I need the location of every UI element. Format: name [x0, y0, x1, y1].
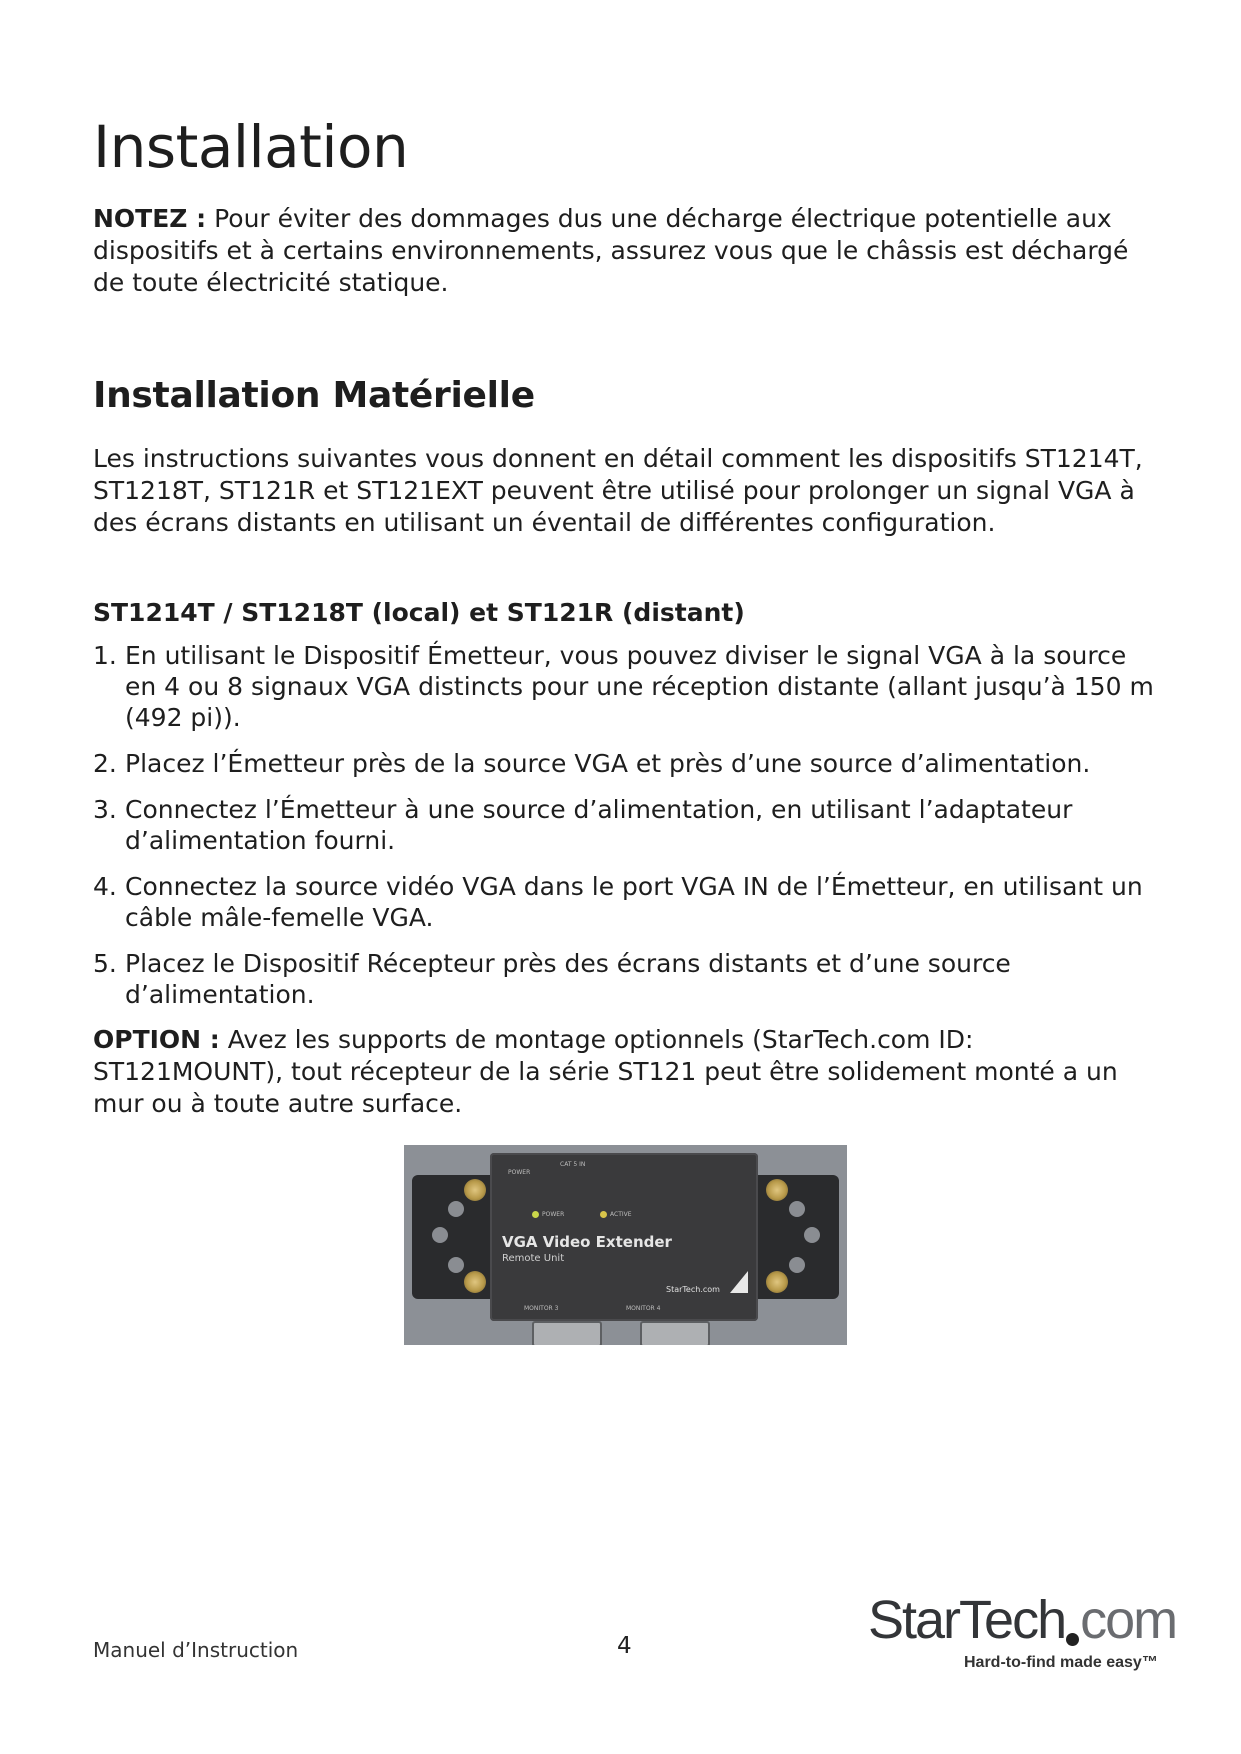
monitor3-label: MONITOR 3	[524, 1305, 559, 1312]
list-item	[93, 640, 1158, 733]
product-photo	[404, 1145, 847, 1345]
list-item	[93, 794, 1158, 856]
step-text: Connectez la source vidéo VGA dans le port VGA IN de l’Émetteur, en utilisant un câble mâle-femelle VGA.	[125, 872, 1143, 932]
bracket-hole	[789, 1257, 805, 1273]
power-led-label: POWER	[542, 1211, 565, 1218]
step-number: 1.	[93, 641, 117, 670]
note-label: NOTEZ :	[93, 204, 207, 233]
step-number: 4.	[93, 872, 117, 901]
vga-port-monitor4	[640, 1321, 710, 1345]
screw	[766, 1179, 788, 1201]
list-item	[93, 871, 1158, 933]
unit-brand-label: StarTech.com	[666, 1285, 720, 1294]
monitor4-label: MONITOR 4	[626, 1305, 661, 1312]
step-number: 5.	[93, 949, 117, 978]
bracket-hole	[448, 1201, 464, 1217]
bracket-hole	[789, 1201, 805, 1217]
logo-wordmark	[868, 1590, 1177, 1650]
vga-port-monitor3	[532, 1321, 602, 1345]
tagline-text: Hard-to-find made easy	[964, 1654, 1142, 1671]
power-port-label: POWER	[508, 1169, 531, 1176]
active-led-label: ACTIVE	[610, 1211, 632, 1218]
step-text: Placez l’Émetteur près de la source VGA et près d’une source d’alimentation.	[125, 749, 1091, 778]
step-text: Placez le Dispositif Récepteur près des écrans distants et d’une source d’alimentation.	[125, 949, 1011, 1009]
product-title: VGA Video Extender	[502, 1233, 672, 1251]
logo-text-start: StarTech	[868, 1590, 1066, 1650]
logo-dot-icon	[1066, 1633, 1079, 1646]
page-number: 4	[617, 1633, 632, 1659]
footer-manual-label: Manuel d’Instruction	[93, 1638, 299, 1662]
list-item	[93, 748, 1158, 779]
option-text: Avez les supports de montage optionnels (StarTech.com ID: ST121MOUNT), tout récepteur de la série ST121 peut être solidement monté a un mur ou à toute autre surface.	[93, 1025, 1118, 1118]
startech-logo	[868, 1590, 1177, 1671]
logo-text-end: com	[1080, 1590, 1177, 1650]
power-led	[532, 1211, 539, 1218]
product-subtitle: Remote Unit	[502, 1253, 565, 1264]
screw	[464, 1179, 486, 1201]
step-number: 2.	[93, 749, 117, 778]
startech-mark-icon	[730, 1271, 748, 1293]
section-heading: Installation Matérielle	[93, 375, 535, 416]
page-title: Installation	[93, 113, 409, 181]
logo-tagline: Hard-to-find made easy™	[964, 1654, 1158, 1671]
subsection-heading: ST1214T / ST1218T (local) et ST121R (distant)	[93, 598, 745, 627]
extender-unit	[490, 1153, 758, 1321]
bracket-hole	[804, 1227, 820, 1243]
bracket-hole	[432, 1227, 448, 1243]
option-label: OPTION :	[93, 1025, 220, 1054]
screw	[464, 1271, 486, 1293]
bracket-hole	[448, 1257, 464, 1273]
step-text: Connectez l’Émetteur à une source d’alimentation, en utilisant l’adaptateur d’alimentation fourni.	[125, 795, 1073, 855]
screw	[766, 1271, 788, 1293]
steps-list	[93, 640, 1158, 1025]
cat5-port-label: CAT 5 IN	[560, 1161, 586, 1168]
note-paragraph	[93, 203, 1158, 299]
section-intro: Les instructions suivantes vous donnent en détail comment les dispositifs ST1214T, ST1218T, ST121R et ST121EXT peuvent être utilisé pour prolonger un signal VGA à des écrans distants en utilisant un éventail de différentes configuration.	[93, 444, 1143, 537]
step-number: 3.	[93, 795, 117, 824]
step-text: En utilisant le Dispositif Émetteur, vous pouvez diviser le signal VGA à la source en 4 ou 8 signaux VGA distincts pour une réception distante (allant jusqu’à 150 m (492 pi)).	[125, 641, 1154, 732]
option-paragraph	[93, 1024, 1163, 1120]
note-text: Pour éviter des dommages dus une décharge électrique potentielle aux dispositifs et à certains environnements, assurez vous que le châssis est déchargé de toute électricité statique.	[93, 204, 1129, 297]
list-item	[93, 948, 1158, 1010]
active-led	[600, 1211, 607, 1218]
